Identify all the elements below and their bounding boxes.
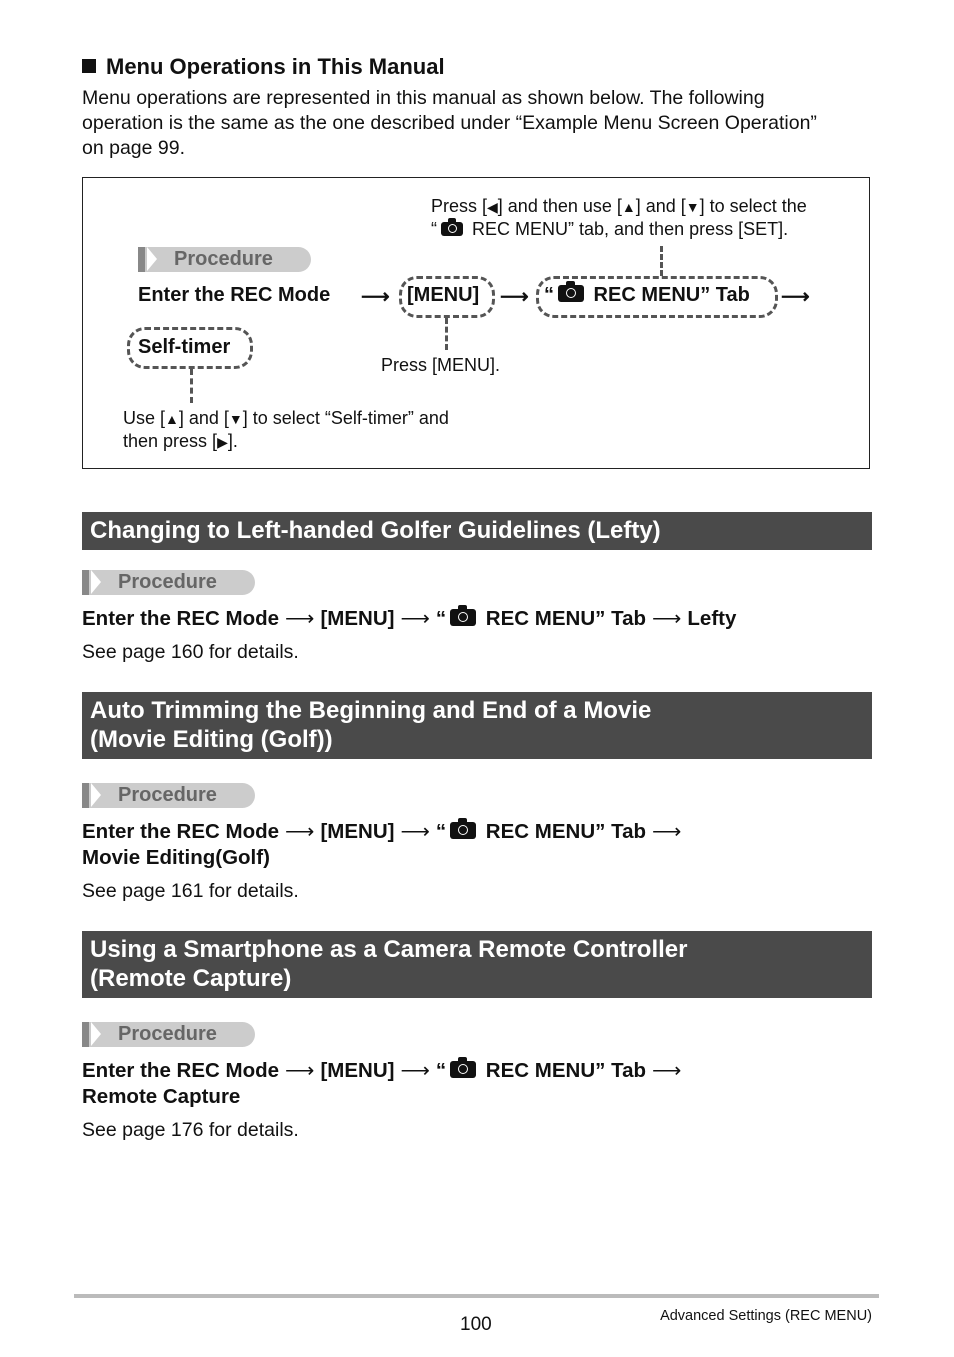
procedure-steps: Enter the REC Mode ⟶ [MENU] ⟶ “ REC MENU” Tab ⟶ Remote Capture (82, 1059, 682, 1108)
down-arrow-icon: ▼ (685, 199, 700, 215)
callout-select-self-timer: Use [▲] and [▼] to select “Self-timer” and then press [▶]. (123, 408, 449, 451)
camera-icon (450, 609, 476, 626)
step-arrow: ⟶ (781, 286, 810, 308)
up-arrow-icon: ▲ (165, 411, 179, 427)
see-page-reference: See page 161 for details. (82, 880, 299, 902)
footer-rule (74, 1294, 879, 1298)
callout-connector (660, 246, 663, 276)
procedure-label: Procedure (138, 247, 311, 272)
camera-icon (450, 1061, 476, 1078)
callout-tab-selection: Press [◀] and then use [▲] and [▼] to select the “ REC MENU” tab, and then press [SET]. (431, 196, 807, 239)
footer-section-title: Advanced Settings (REC MENU) (660, 1308, 872, 1324)
down-arrow-icon: ▼ (228, 411, 243, 427)
right-arrow-icon: ▶ (217, 434, 228, 450)
section-heading-remote-capture: Using a Smartphone as a Camera Remote Controller (Remote Capture) (82, 931, 872, 998)
page-number: 100 (460, 1314, 492, 1335)
procedure-label: Procedure (82, 1022, 255, 1047)
example-diagram (82, 177, 870, 469)
callout-connector (445, 318, 448, 350)
menu-operations-intro: Menu operations are represented in this manual as shown below. The following operation is the same as the one described under “Example Menu Screen Operation” on page 99. (82, 87, 817, 159)
square-bullet-icon (82, 59, 96, 73)
procedure-steps: Enter the REC Mode ⟶ [MENU] ⟶ “ REC MENU” Tab ⟶ Lefty (82, 607, 737, 630)
callout-connector (190, 369, 193, 403)
see-page-reference: See page 176 for details. (82, 1119, 299, 1141)
up-arrow-icon: ▲ (621, 199, 636, 215)
step-enter-rec-mode: Enter the REC Mode (138, 284, 331, 306)
left-arrow-icon: ◀ (487, 199, 498, 215)
step-self-timer: Self-timer (138, 336, 231, 358)
camera-icon (558, 285, 584, 302)
step-rec-menu-tab: “ REC MENU” Tab (544, 284, 750, 306)
camera-icon (450, 822, 476, 839)
section-heading-movie-editing: Auto Trimming the Beginning and End of a Movie (Movie Editing (Golf)) (82, 692, 872, 759)
step-arrow: ⟶ (361, 286, 390, 308)
see-page-reference: See page 160 for details. (82, 641, 299, 663)
menu-operations-title: Menu Operations in This Manual (82, 54, 445, 80)
procedure-label: Procedure (82, 570, 255, 595)
section-heading-lefty: Changing to Left-handed Golfer Guidelines (Lefty) (82, 512, 872, 550)
procedure-label: Procedure (82, 783, 255, 808)
camera-icon (441, 222, 463, 236)
procedure-steps: Enter the REC Mode ⟶ [MENU] ⟶ “ REC MENU” Tab ⟶ Movie Editing(Golf) (82, 820, 682, 869)
step-arrow: ⟶ (500, 286, 529, 308)
callout-press-menu: Press [MENU]. (381, 355, 501, 375)
step-menu: [MENU] (407, 284, 480, 306)
